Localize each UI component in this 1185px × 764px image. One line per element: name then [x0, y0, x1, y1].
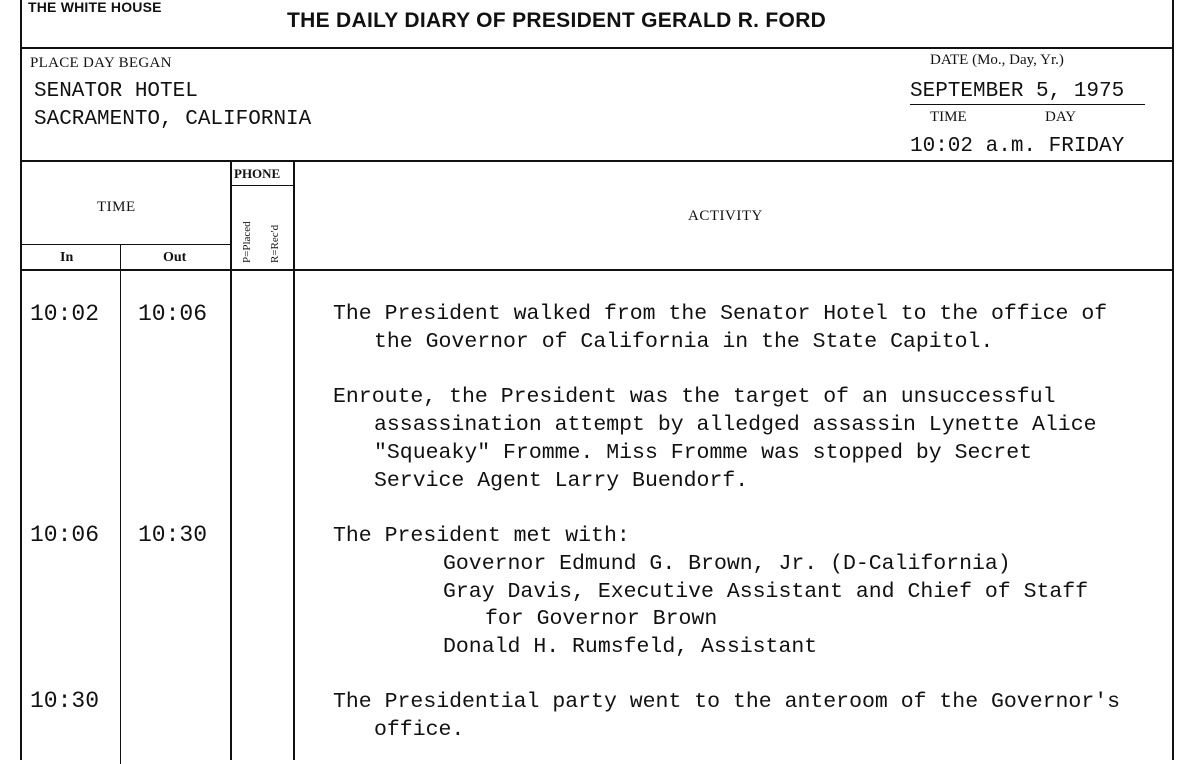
entry-3-line-5: Donald H. Rumsfeld, Assistant — [443, 635, 818, 659]
entry-3-line-4: for Governor Brown — [485, 607, 718, 631]
column-activity: ACTIVITY — [688, 208, 763, 224]
column-header-bottom — [20, 269, 1172, 271]
entry-3-line-3: Gray Davis, Executive Assistant and Chief of Staff — [443, 580, 1089, 604]
entry-1-time-in: 10:02 — [30, 301, 100, 327]
entry-3-time-out: 10:30 — [138, 522, 208, 548]
entry-3-line-2: Governor Edmund G. Brown, Jr. (D-California) — [443, 552, 1011, 576]
time-label: TIME — [930, 109, 967, 125]
col-line-activity-left — [293, 160, 295, 760]
phone-header-divider — [231, 185, 293, 186]
entry-2-line-3: "Squeaky" Fromme. Miss Fromme was stopped by Secret — [374, 441, 1033, 465]
entry-4-line-1: The Presidential party went to the anteroom of the Governor's — [333, 690, 1121, 714]
column-phone: PHONE — [234, 166, 281, 181]
date-label: DATE (Mo., Day, Yr.) — [930, 52, 1064, 68]
page-title: THE DAILY DIARY OF PRESIDENT GERALD R. FORD — [287, 9, 827, 32]
column-in: In — [60, 250, 74, 265]
column-received: R=Rec'd — [269, 224, 281, 263]
column-time: TIME — [97, 199, 136, 215]
entry-4-time-in: 10:30 — [30, 688, 100, 714]
entry-1-line-2: the Governor of California in the State Capitol. — [374, 330, 994, 354]
place-line-1: SENATOR HOTEL — [34, 80, 198, 103]
header-divider — [20, 47, 1172, 49]
entry-2-line-1: Enroute, the President was the target of an unsuccessful — [333, 385, 1056, 409]
col-line-phone-left — [230, 160, 232, 760]
day-label: DAY — [1045, 109, 1077, 125]
entry-2-line-4: Service Agent Larry Buendorf. — [374, 469, 749, 493]
time-header-divider — [21, 244, 230, 245]
entry-1-time-out: 10:06 — [138, 301, 208, 327]
entry-3-line-1: The President met with: — [333, 524, 630, 548]
col-line-in-out — [120, 244, 121, 764]
time-day-value: 10:02 a.m. FRIDAY — [910, 135, 1125, 158]
entry-1-line-1: The President walked from the Senator Hotel to the office of — [333, 302, 1108, 326]
date-underline — [910, 104, 1145, 105]
place-label: PLACE DAY BEGAN — [30, 55, 172, 71]
entry-3-time-in: 10:06 — [30, 522, 100, 548]
place-divider — [20, 160, 1172, 162]
entry-4-line-2: office. — [374, 718, 465, 742]
place-line-2: SACRAMENTO, CALIFORNIA — [34, 108, 312, 131]
entry-2-line-2: assassination attempt by alledged assassin Lynette Alice — [374, 413, 1097, 437]
column-out: Out — [163, 250, 187, 265]
column-placed: P=Placed — [241, 221, 253, 263]
agency-label: THE WHITE HOUSE — [28, 0, 162, 15]
date-value: SEPTEMBER 5, 1975 — [910, 80, 1125, 103]
